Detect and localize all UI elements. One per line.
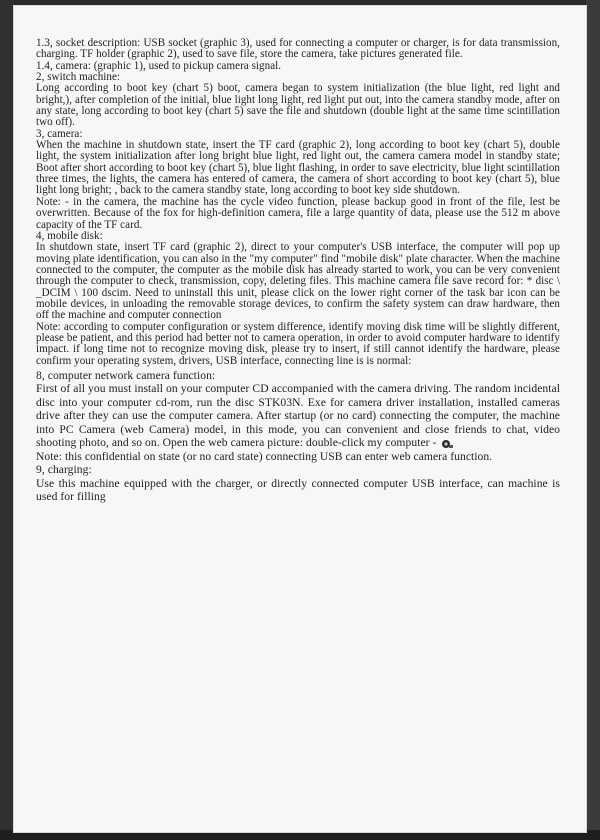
charging-text: Use this machine equipped with the charger, or directly connected computer USB interface, can machine is used for filling: [36, 476, 560, 504]
scan-edge-right: [586, 0, 600, 840]
mobile-disk-heading: 4, mobile disk:: [36, 229, 103, 242]
camera-description: 1.4, camera: (graphic 1), used to pickup camera signal.: [36, 59, 282, 72]
webcam-icon: [441, 439, 453, 449]
charging-heading: 9, charging:: [36, 463, 92, 477]
manual-text: [36, 38, 560, 504]
camera-note: Note: - in the camera, the machine has the cycle video function, please backup good in front of the file, lest be overwritten. Because of the fox for high-definition camera, file a large quantity of data, please use the 512 m above capacity of the TF card.: [36, 195, 560, 231]
manual-section-8-9: [36, 369, 560, 504]
manual-section-1-4: [36, 38, 560, 367]
camera-heading: 3, camera:: [36, 127, 83, 140]
mobile-disk-note: Note: according to computer configuration or system difference, identify moving disk time will be slightly different, please be patient, and this period had better not to camera operation, in order to avoid computer hardware to identify impact. if long time not to recognize moving disk, please try to insert, if still cannot identify the hardware, please confirm your operating system, drivers, USB interface, connecting line is is normal:: [36, 320, 560, 367]
socket-description: 1.3, socket description: USB socket (graphic 3), used for connecting a computer or charger, is for data transmission, charging. TF holder (graphic 2), used to save file, store the camera, take pictures generated file.: [36, 37, 560, 61]
network-camera-note: Note: this confidential on state (or no card state) connecting USB can enter web camera function.: [36, 449, 493, 463]
network-camera-text-body: First of all you must install on your computer CD accompanied with the camera driving. The random incidental disc into your computer cd-rom, run the disc STK03N. Exe for camera driver installation, installed cameras drive after they can use the computer camera. After startup (or no card) connecting the computer, the machine into PC Camera (web Camera) model, in this mode, you can convenient and close friends to chat, video shooting photo, and so on. Open the web camera picture: double-click my computer -: [36, 382, 560, 450]
scan-edge-left: [0, 0, 14, 840]
switch-machine-heading: 2, switch machine:: [36, 71, 121, 84]
network-camera-text: [36, 382, 560, 450]
network-camera-heading: 8, computer network camera function:: [36, 368, 216, 382]
switch-machine-text: Long according to boot key (chart 5) boot, camera began to system initialization (the blue light, red light and bright,), after completion of the initial, blue light long light, red light put out, into the camera standby mode, after on any state, long according to boot key (chart 5) save the file and shutdown (double light at the same time scintillation two off).: [36, 82, 560, 129]
mobile-disk-text: In shutdown state, insert TF card (graphic 2), direct to your computer's USB interface, the computer will pop up moving plate identification, you can also in the "my computer" find "mobile disk" plate character. When the machine connected to the computer, the computer as the mobile disk has already started to work, you can be very convenient through the computer to check, transmission, copy, deleting files. This machine camera file save record for: * disc \ _DCIM \ 100 dscim. Need to uninstall this unit, please click on the lower right corner of the task bar icon can be mobile devices, in unloading the removable storage devices, to confirm the safety system can draw hardware, then off the machine and computer connection: [36, 241, 560, 322]
camera-text: When the machine in shutdown state, insert the TF card (graphic 2), long according to boot key (chart 5), double light, the system initialization after long bright blue light, red light out, the camera camera model in standby state; Boot after short according to boot key (chart 5), blue light flashing, in order to save electricity, blue light scintillation three times, the lights, the camera has entered of camera, the camera of short according to boot key (chart 5), blue light long bright; , back to the camera standby state, long according to boot key side shutdown.: [36, 139, 560, 197]
